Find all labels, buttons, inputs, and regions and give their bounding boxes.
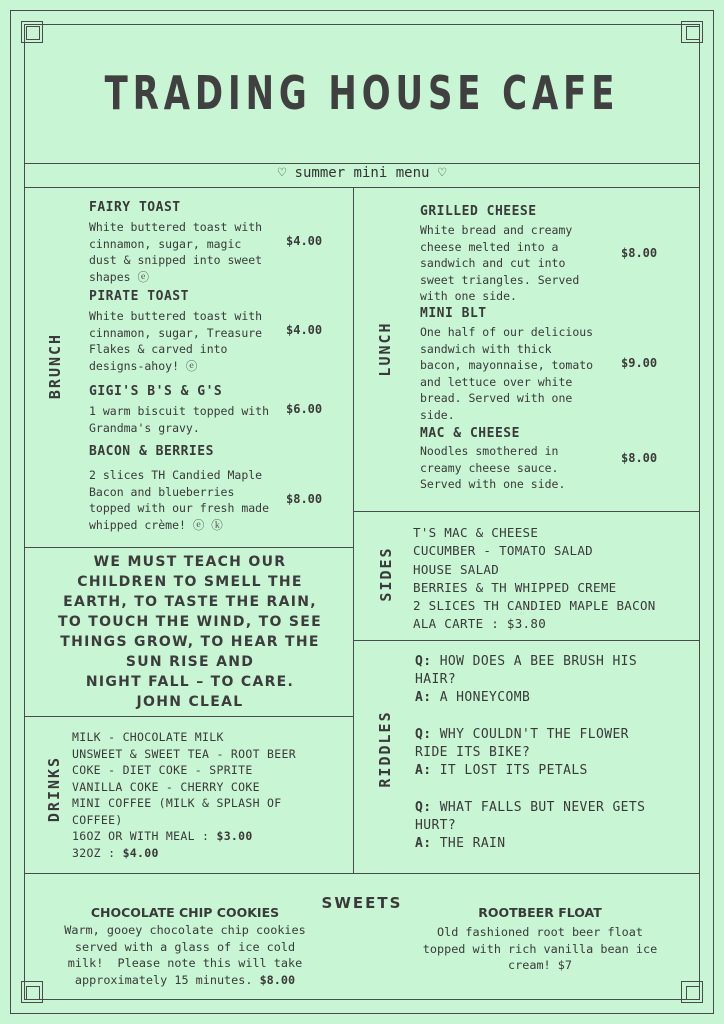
menu-item-name: CHOCOLATE CHIP COOKIES bbox=[90, 905, 280, 920]
menu-item-price: $8.00 bbox=[286, 492, 323, 506]
menu-item-desc: White bread and creamy cheese melted into a sandwich and cut into sweet triangles. Served with one side. bbox=[420, 223, 580, 303]
divider bbox=[353, 187, 354, 873]
list-item: COKE - DIET COKE - SPRITE bbox=[72, 763, 253, 777]
menu-item-name: FAIRY TOAST bbox=[89, 200, 181, 215]
menu-item-desc: 1 warm biscuit topped with Grandma's gravy. bbox=[89, 404, 270, 435]
list-item: VANILLA COKE - CHERRY COKE bbox=[72, 779, 260, 794]
corner-ornament bbox=[681, 981, 703, 1003]
section-label-lunch: LUNCH bbox=[376, 321, 394, 377]
divider bbox=[24, 547, 354, 548]
drink-size-price: 16OZ OR WITH MEAL : $3.00 bbox=[72, 829, 253, 843]
menu-item-name: MAC & CHEESE bbox=[420, 426, 520, 441]
divider bbox=[353, 511, 700, 512]
menu-item-desc: Warm, gooey chocolate chip cookies served with a glass of ice cold milk! Please note this will take approximately 15 minutes. $8.00 bbox=[64, 923, 306, 987]
divider bbox=[24, 163, 700, 164]
menu-item-name: MINI BLT bbox=[420, 306, 487, 321]
divider bbox=[24, 873, 700, 874]
divider bbox=[24, 716, 354, 717]
menu-item-name: PIRATE TOAST bbox=[89, 289, 189, 304]
list-item: 2 SLICES TH CANDIED MAPLE BACON bbox=[413, 598, 656, 614]
menu-item-desc: Old fashioned root beer float topped with rich vanilla bean ice cream! $7 bbox=[422, 925, 658, 972]
riddle-item: Q: WHY COULDN'T THE FLOWER RIDE ITS BIKE? A: IT LOST ITS PETALS bbox=[415, 727, 629, 779]
list-item: ALA CARTE : $3.80 bbox=[413, 616, 547, 632]
menu-item-name: ROOTBEER FLOAT bbox=[478, 905, 602, 920]
section-label-riddles: RIDDLES bbox=[376, 710, 394, 788]
menu-item-price: $8.00 bbox=[621, 246, 658, 260]
menu-item-price: $9.00 bbox=[621, 356, 658, 370]
drinks-list bbox=[72, 729, 296, 861]
menu-item-price: $8.00 bbox=[259, 972, 296, 987]
quote-block bbox=[26, 552, 354, 712]
list-item: MILK - CHOCOLATE MILK bbox=[72, 730, 224, 744]
menu-item-desc: Noodles smothered in creamy cheese sauce. Served with one side. bbox=[420, 444, 566, 491]
list-item: CUCUMBER - TOMATO SALAD bbox=[413, 543, 593, 559]
quote-line: WE MUST TEACH OUR bbox=[93, 554, 287, 570]
list-item: HOUSE SALAD bbox=[413, 561, 500, 577]
quote-line: NIGHT FALL – TO CARE. bbox=[85, 674, 295, 690]
corner-ornament bbox=[681, 21, 703, 43]
riddle-item: Q: HOW DOES A BEE BRUSH HIS HAIR? A: A HONEYCOMB bbox=[415, 654, 638, 706]
list-item: BERRIES & TH WHIPPED CREME bbox=[413, 579, 617, 595]
menu-item-price: $4.00 bbox=[286, 234, 323, 248]
list-item: COFFEE) bbox=[72, 812, 123, 827]
quote-line: EARTH, TO TASTE THE RAIN, bbox=[63, 594, 317, 610]
menu-item-desc: White buttered toast with cinnamon, sugar, Treasure Flakes & carved into designs-ahoy! ⓔ bbox=[89, 309, 263, 373]
page-title: TRADING HOUSE CAFE bbox=[104, 66, 620, 120]
section-label-brunch: BRUNCH bbox=[46, 332, 64, 400]
list-item: T'S MAC & CHEESE bbox=[413, 525, 539, 540]
sides-list bbox=[413, 524, 656, 634]
menu-item-desc: 2 slices TH Candied Maple Bacon and blueberries topped with our fresh made whipped crème! ⓔ ⓚ bbox=[89, 468, 270, 532]
divider bbox=[353, 640, 700, 641]
menu-item-desc: White buttered toast with cinnamon, sugar, magic dust & snipped into sweet shapes ⓔ bbox=[89, 220, 263, 284]
quote-author: JOHN CLEAL bbox=[136, 694, 244, 710]
corner-ornament bbox=[21, 21, 43, 43]
quote-line: TO TOUCH THE WIND, TO SEE bbox=[58, 614, 322, 630]
list-item: MINI COFFEE (MILK & SPLASH OF bbox=[72, 796, 282, 810]
section-label-sides: SIDES bbox=[377, 546, 395, 602]
menu-item-price: $8.00 bbox=[621, 451, 658, 465]
menu-item-price: $6.00 bbox=[286, 402, 323, 416]
menu-item-name: GIGI'S B'S & G'S bbox=[89, 384, 223, 399]
drink-size-price: 32OZ : $4.00 bbox=[72, 845, 159, 860]
riddle-item: Q: WHAT FALLS BUT NEVER GETS HURT? A: THE RAIN bbox=[415, 800, 646, 852]
quote-line: THINGS GROW, TO HEAR THE bbox=[60, 634, 320, 650]
quote-line: SUN RISE AND bbox=[125, 654, 255, 670]
subtitle: ♡ summer mini menu ♡ bbox=[277, 165, 447, 181]
menu-item-desc: One half of our delicious sandwich with thick bacon, mayonnaise, tomato and lettuce over white bread. Served with one side. bbox=[420, 325, 594, 422]
menu-item-price: $4.00 bbox=[286, 323, 323, 337]
list-item: UNSWEET & SWEET TEA - ROOT BEER bbox=[72, 746, 296, 761]
quote-line: CHILDREN TO SMELL THE bbox=[77, 574, 303, 590]
section-label-drinks: DRINKS bbox=[45, 755, 63, 823]
menu-item-name: GRILLED CHEESE bbox=[420, 204, 537, 219]
menu-item-name: BACON & BERRIES bbox=[89, 444, 214, 459]
section-label-sweets: SWEETS bbox=[321, 894, 403, 912]
divider bbox=[24, 187, 700, 188]
